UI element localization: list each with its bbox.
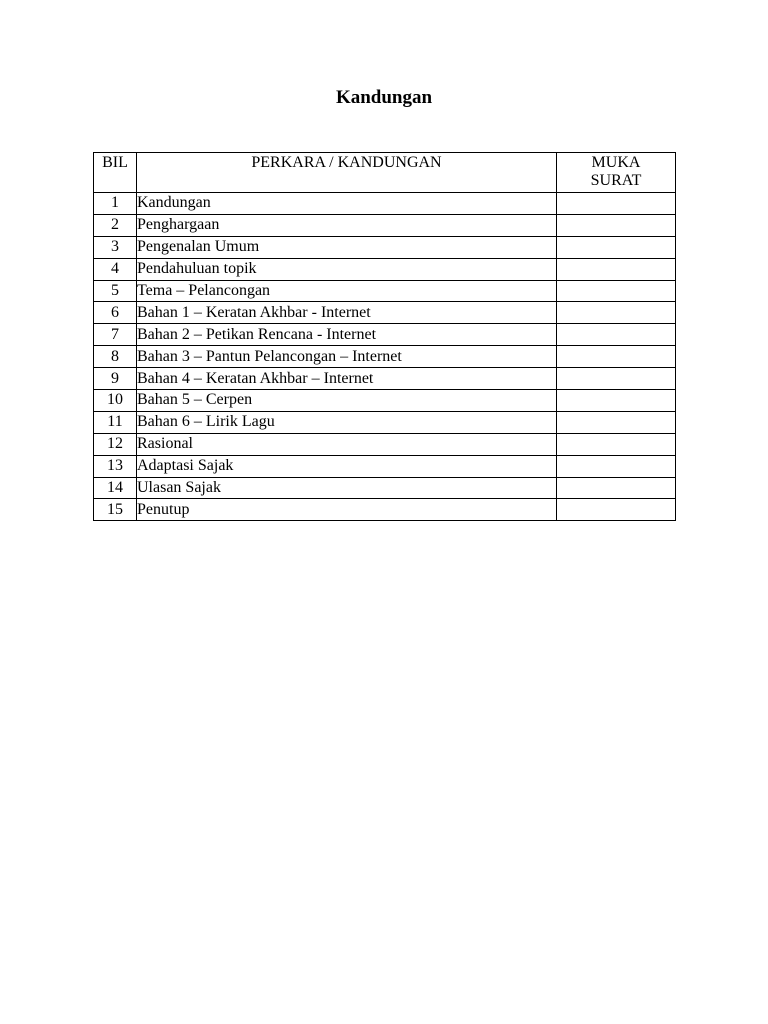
row-muka-surat [557,433,676,455]
row-perkara: Bahan 4 – Keratan Akhbar – Internet [137,368,557,390]
row-perkara: Adaptasi Sajak [137,455,557,477]
row-bil: 11 [94,411,137,433]
row-muka-surat [557,302,676,324]
table-row [94,214,676,236]
row-muka-surat [557,455,676,477]
row-muka-surat [557,324,676,346]
table-row [94,477,676,499]
row-bil: 7 [94,324,137,346]
row-muka-surat [557,346,676,368]
table-row [94,499,676,521]
row-bil: 12 [94,433,137,455]
row-muka-surat [557,390,676,412]
table-row [94,411,676,433]
table-row [94,258,676,280]
table-row [94,390,676,412]
table-row [94,302,676,324]
row-perkara: Bahan 2 – Petikan Rencana - Internet [137,324,557,346]
row-perkara: Rasional [137,433,557,455]
header-muka-line1: MUKA [591,154,641,171]
row-muka-surat [557,214,676,236]
row-perkara: Tema – Pelancongan [137,280,557,302]
row-bil: 14 [94,477,137,499]
page-title: Kandungan [335,87,433,108]
row-bil: 8 [94,346,137,368]
row-muka-surat [557,258,676,280]
row-muka-surat [557,193,676,215]
contents-table [93,152,676,521]
header-muka-surat [557,153,676,193]
header-muka-line2: SURAT [590,172,642,189]
row-bil: 6 [94,302,137,324]
row-bil: 1 [94,193,137,215]
table-row [94,346,676,368]
row-bil: 15 [94,499,137,521]
row-bil: 13 [94,455,137,477]
row-perkara: Pendahuluan topik [137,258,557,280]
row-bil: 3 [94,236,137,258]
row-muka-surat [557,411,676,433]
row-muka-surat [557,477,676,499]
header-bil: BIL [94,153,137,193]
table-row [94,368,676,390]
row-perkara: Bahan 3 – Pantun Pelancongan – Internet [137,346,557,368]
row-muka-surat [557,236,676,258]
row-bil: 10 [94,390,137,412]
row-perkara: Penghargaan [137,214,557,236]
table-row [94,236,676,258]
row-bil: 4 [94,258,137,280]
row-muka-surat [557,280,676,302]
row-bil: 2 [94,214,137,236]
table-header-row [94,153,676,193]
table-body [94,193,676,521]
row-muka-surat [557,499,676,521]
row-muka-surat [557,368,676,390]
row-bil: 5 [94,280,137,302]
row-bil: 9 [94,368,137,390]
table-row [94,280,676,302]
row-perkara: Bahan 5 – Cerpen [137,390,557,412]
header-perkara: PERKARA / KANDUNGAN [137,153,557,193]
row-perkara: Penutup [137,499,557,521]
row-perkara: Bahan 6 – Lirik Lagu [137,411,557,433]
table-row [94,324,676,346]
row-perkara: Kandungan [137,193,557,215]
row-perkara: Bahan 1 – Keratan Akhbar - Internet [137,302,557,324]
table-row [94,455,676,477]
table-row [94,433,676,455]
table-row [94,193,676,215]
row-perkara: Ulasan Sajak [137,477,557,499]
row-perkara: Pengenalan Umum [137,236,557,258]
